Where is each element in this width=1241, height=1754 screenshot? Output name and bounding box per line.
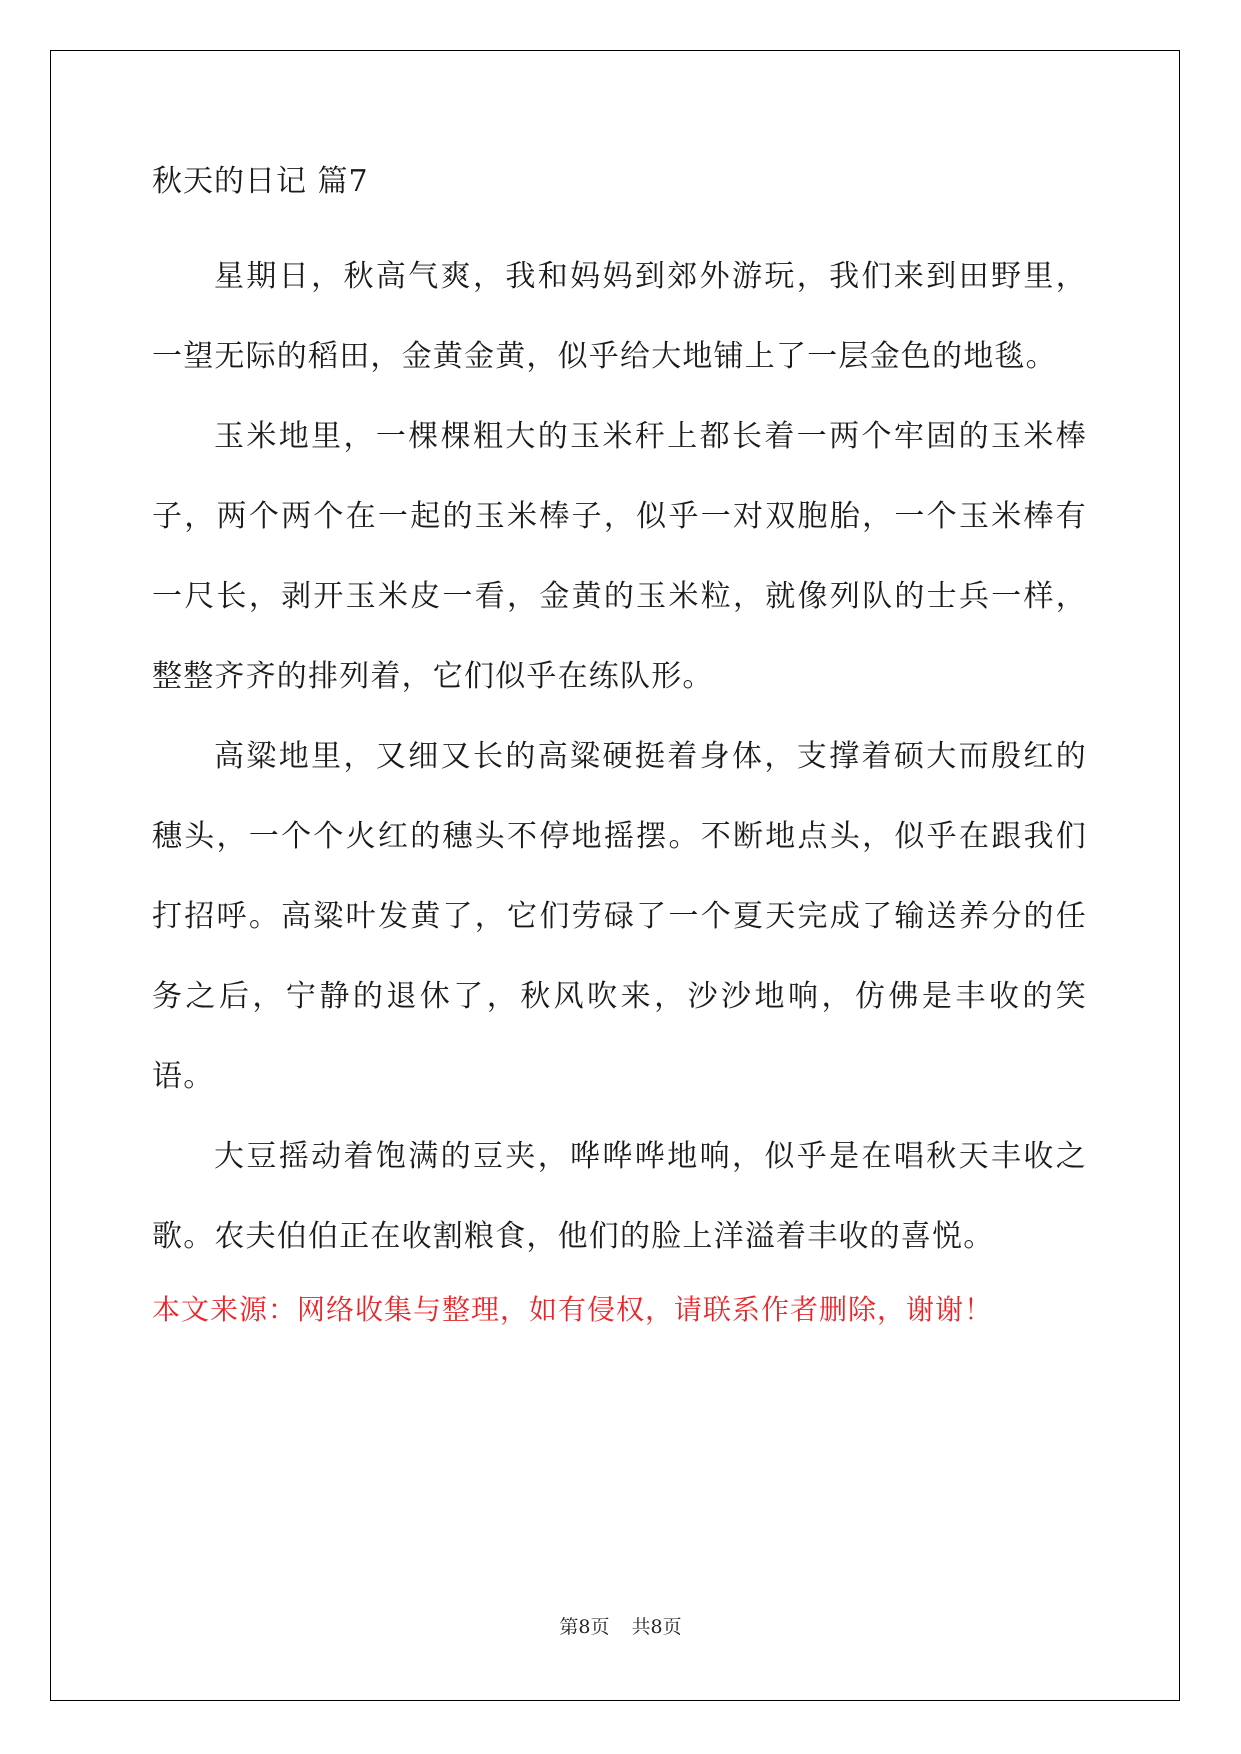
paragraph-4: 大豆摇动着饱满的豆夹，哗哗哗地响，似乎是在唱秋天丰收之歌。农夫伯伯正在收割粮食，他们的脸上洋溢着丰收的喜悦。 — [152, 1139, 1087, 1254]
paragraph-3: 高粱地里，又细又长的高粱硬挺着身体，支撑着硕大而殷红的穗头，一个个火红的穗头不停地摇摆。不断地点头，似乎在跟我们打招呼。高粱叶发黄了，它们劳碌了一个夏天完成了输送养分的任务之后，宁静的退休了，秋风吹来，沙沙地响，仿佛是丰收的笑语。 — [152, 739, 1087, 1094]
document-title: 秋天的日记 篇7 — [152, 164, 369, 199]
source-note: 本文来源：网络收集与整理，如有侵权，请联系作者删除，谢谢！ — [152, 1293, 994, 1326]
paragraph-2: 玉米地里，一棵棵粗大的玉米秆上都长着一两个牢固的玉米棒子，两个两个在一起的玉米棒子，似乎一对双胞胎，一个玉米棒有一尺长，剥开玉米皮一看，金黄的玉米粒，就像列队的士兵一样，整整齐齐的排列着，它们似乎在练队形。 — [152, 419, 1087, 694]
page-footer — [0, 1614, 1241, 1640]
document-body — [152, 162, 1087, 1277]
page-total: 共8页 — [631, 1616, 682, 1638]
page-current: 第8页 — [559, 1616, 610, 1638]
paragraph-1: 星期日，秋高气爽，我和妈妈到郊外游玩，我们来到田野里，一望无际的稻田，金黄金黄，似乎给大地铺上了一层金色的地毯。 — [152, 259, 1087, 374]
